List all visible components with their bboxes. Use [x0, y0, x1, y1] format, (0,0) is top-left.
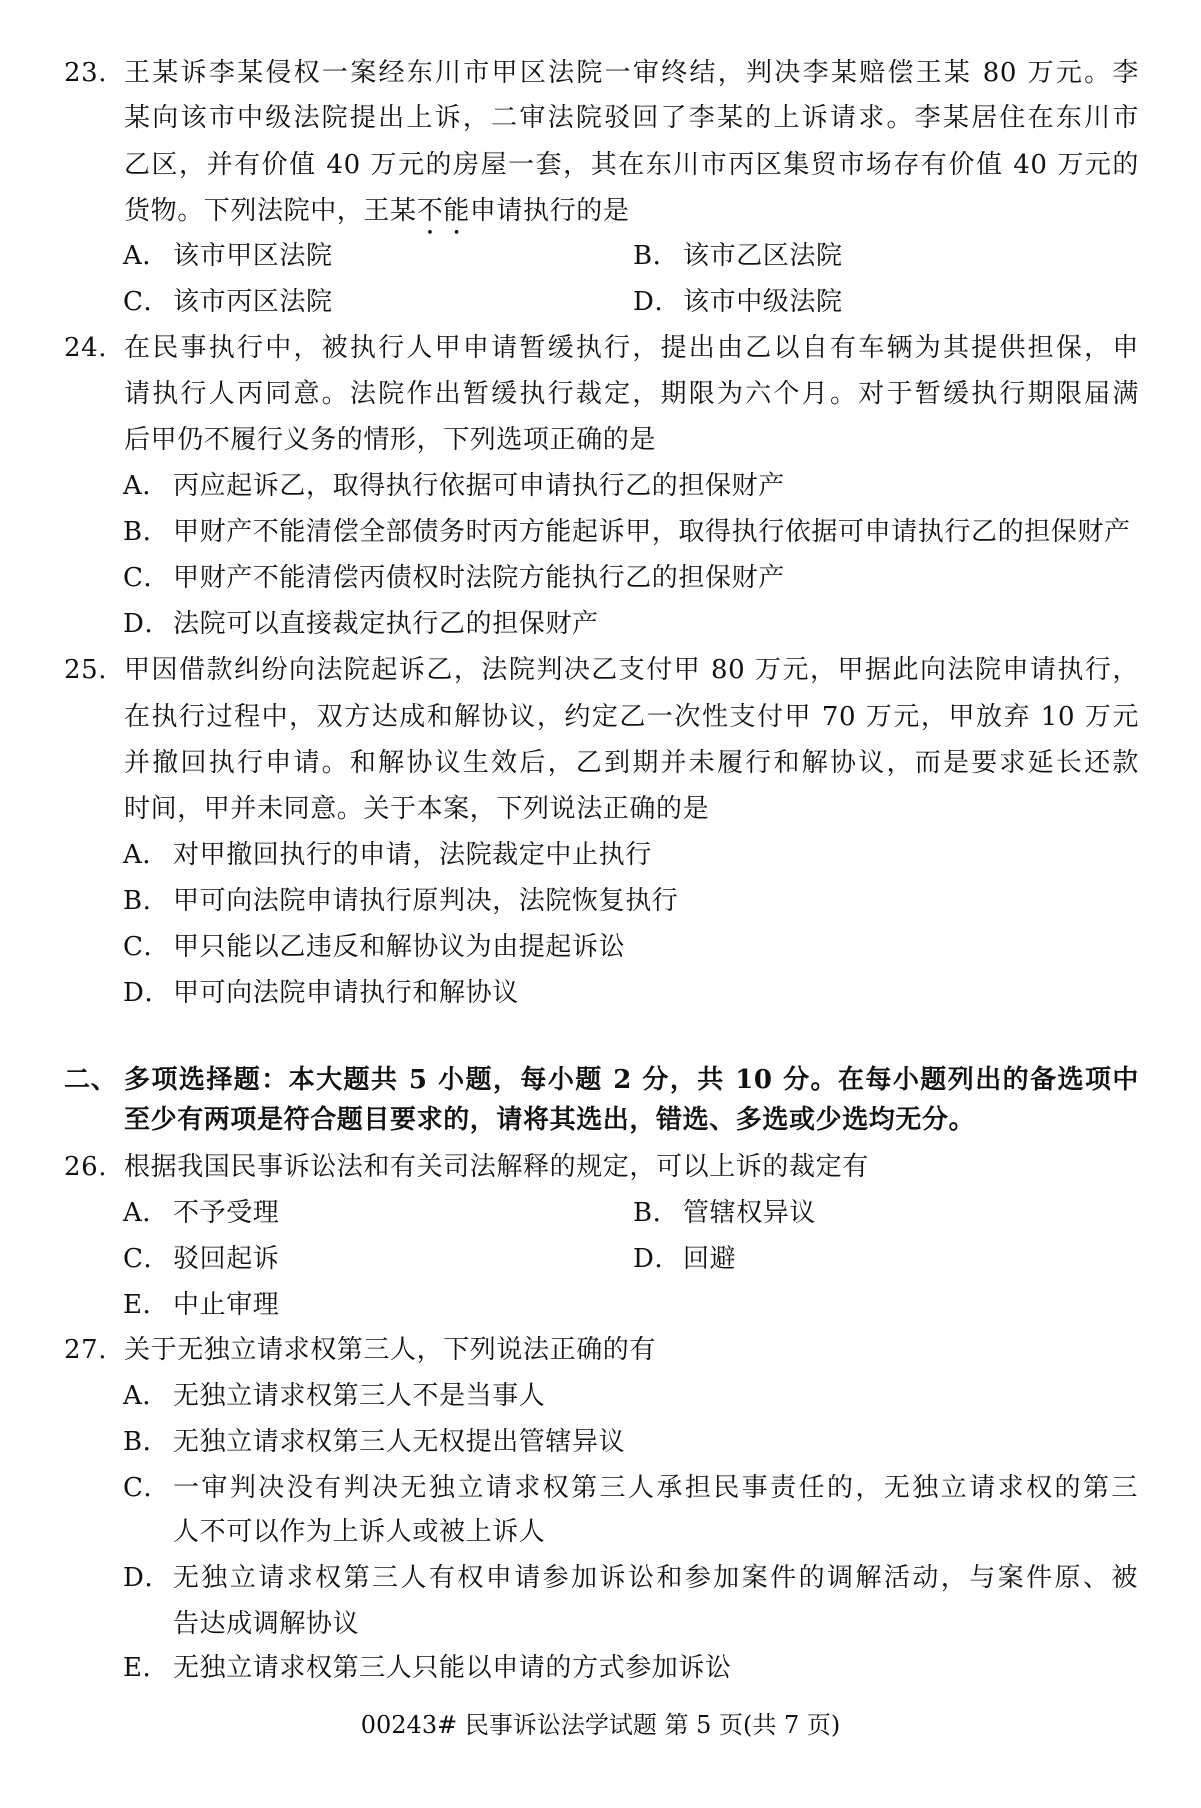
option-a: A． 不予受理: [123, 1198, 280, 1228]
question-stem-line: 在民事执行中，被执行人甲申请暂缓执行，提出由乙以自有车辆为其提供担保，申: [124, 333, 1139, 363]
option-d: D．回避: [633, 1244, 737, 1274]
option-a: A． 该市甲区法院: [123, 241, 333, 271]
question-stem-line: 根据我国民事诉讼法和有关司法解释的规定，可以上诉的裁定有: [124, 1152, 869, 1182]
option-d: D．法院可以直接裁定执行乙的担保财产: [123, 609, 599, 639]
option-b: B． 管辖权异议: [633, 1198, 817, 1228]
option-b: B． 无独立请求权第三人无权提出管辖异议: [123, 1427, 626, 1457]
option-c-continued: 人不可以作为上诉人或被上诉人: [173, 1517, 546, 1547]
section-number: 二、: [64, 1065, 118, 1095]
option-d: D．无独立请求权第三人有权申请参加诉讼和参加案件的调解活动，与案件原、被: [123, 1563, 1138, 1593]
question-number: 26.: [64, 1152, 108, 1182]
question-stem-line: 请执行人丙同意。法院作出暂缓执行裁定，期限为六个月。对于暂缓执行期限届满: [124, 379, 1139, 409]
section-instructions-line: 至少有两项是符合题目要求的，请将其选出，错选、多选或少选均无分。: [124, 1105, 976, 1135]
question-number: 25.: [64, 655, 108, 685]
option-b: B． 甲可向法院申请执行原判决，法院恢复执行: [123, 886, 679, 916]
option-d: D．该市中级法院: [633, 287, 843, 317]
option-c: C． 一审判决没有判决无独立请求权第三人承担民事责任的，无独立请求权的第三: [123, 1473, 1138, 1503]
question-stem-line: 甲因借款纠纷向法院起诉乙，法院判决乙支付甲 80 万元，甲据此向法院申请执行，: [124, 655, 1139, 685]
option-c: C． 甲财产不能清偿丙债权时法院方能执行乙的担保财产: [123, 563, 785, 593]
question-stem-line: 某向该市中级法院提出上诉，二审法院驳回了李某的上诉请求。李某居住在东川市: [124, 103, 1139, 133]
option-a: A． 丙应起诉乙，取得执行依据可申请执行乙的担保财产: [123, 471, 785, 501]
option-c: C． 驳回起诉: [123, 1244, 280, 1274]
page-footer: 00243# 民事诉讼法学试题 第 5 页(共 7 页): [360, 1711, 841, 1739]
option-d-continued: 告达成调解协议: [173, 1609, 360, 1639]
option-c: C． 该市丙区法院: [123, 287, 333, 317]
question-number: 27.: [64, 1335, 108, 1365]
question-number: 23.: [64, 58, 108, 88]
question-number: 24.: [64, 333, 108, 363]
emphasized-text: 不能: [416, 196, 470, 226]
question-stem-line: 乙区，并有价值 40 万元的房屋一套，其在东川市丙区集贸市场存有价值 40 万元的: [124, 150, 1139, 180]
option-e: E． 中止审理: [123, 1290, 280, 1320]
question-stem-line: 后甲仍不履行义务的情形，下列选项正确的是: [124, 425, 657, 455]
question-stem-line: 关于无独立请求权第三人，下列说法正确的有: [124, 1335, 657, 1365]
question-stem-line: 时间，甲并未同意。关于本案，下列说法正确的是: [124, 794, 710, 824]
option-c: C． 甲只能以乙违反和解协议为由提起诉讼: [123, 932, 626, 962]
question-stem-line: 并撤回执行申请。和解协议生效后，乙到期并未履行和解协议，而是要求延长还款: [124, 748, 1139, 778]
option-b: B． 甲财产不能清偿全部债务时丙方能起诉甲，取得执行依据可申请执行乙的担保财产: [123, 517, 1131, 547]
section-instructions-line: 多项选择题：本大题共 5 小题，每小题 2 分，共 10 分。在每小题列出的备选项中: [124, 1065, 1139, 1095]
option-a: A． 无独立请求权第三人不是当事人: [123, 1381, 546, 1411]
question-stem-line: 王某诉李某侵权一案经东川市甲区法院一审终结，判决李某赔偿王某 80 万元。李: [124, 58, 1139, 88]
option-e: E． 无独立请求权第三人只能以申请的方式参加诉讼: [123, 1653, 732, 1683]
question-stem-line: 货物。下列法院中，王某不能申请执行的是: [124, 196, 630, 226]
option-b: B． 该市乙区法院: [633, 241, 843, 271]
question-stem-line: 在执行过程中，双方达成和解协议，约定乙一次性支付甲 70 万元，甲放弃 10 万元: [124, 702, 1139, 732]
option-d: D．甲可向法院申请执行和解协议: [123, 978, 519, 1008]
option-a: A． 对甲撤回执行的申请，法院裁定中止执行: [123, 840, 652, 870]
